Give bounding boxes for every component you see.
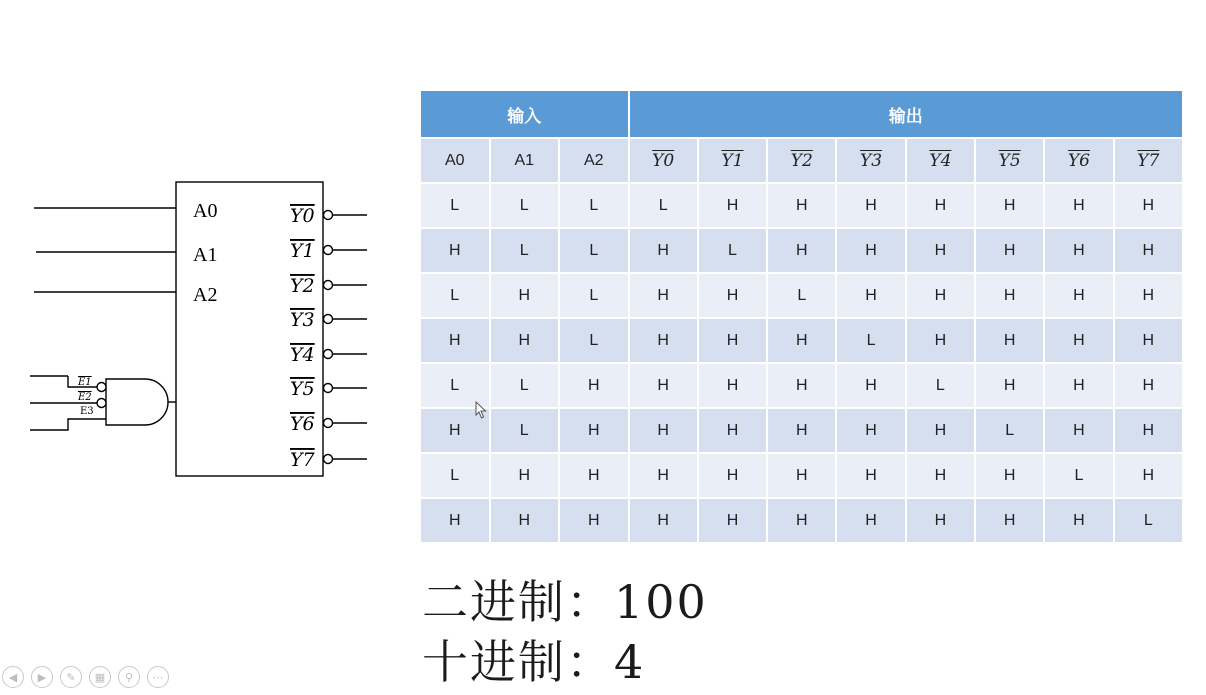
table-cell: H: [629, 498, 698, 543]
enable-label-e2: E2: [78, 392, 92, 403]
table-cell: H: [906, 453, 975, 498]
table-cell: H: [975, 228, 1044, 273]
output-inversion-bubble: [324, 384, 333, 393]
column-header-text: A2: [583, 151, 604, 169]
table-cell: H: [767, 228, 836, 273]
table-cell: H: [698, 273, 767, 318]
table-cell: H: [1114, 318, 1183, 363]
truth-table: [419, 91, 1184, 544]
output-label-y7: Y7: [290, 449, 315, 471]
table-cell: L: [490, 408, 560, 453]
column-header-y0: [629, 138, 698, 183]
table-cell: H: [767, 363, 836, 408]
table-cell: H: [490, 318, 560, 363]
and-gate: [106, 379, 168, 425]
table-cell: L: [559, 273, 629, 318]
column-header-y1: [698, 138, 767, 183]
column-header-text: Y7: [1137, 150, 1160, 171]
table-row: [420, 228, 1183, 273]
table-cell: H: [420, 318, 490, 363]
table-cell: H: [629, 318, 698, 363]
table-row: [420, 363, 1183, 408]
table-cell: L: [490, 183, 560, 228]
column-header-text: A0: [444, 151, 465, 169]
table-cell: H: [767, 318, 836, 363]
outputs-group-header: 输出: [629, 91, 1183, 138]
column-header-text: Y0: [652, 150, 675, 171]
output-inversion-bubble: [324, 246, 333, 255]
column-header-text: A1: [514, 151, 535, 169]
table-cell: H: [698, 183, 767, 228]
table-cell: H: [629, 273, 698, 318]
table-cell: H: [698, 408, 767, 453]
next-icon[interactable]: ▶: [31, 666, 53, 688]
table-cell: H: [490, 273, 560, 318]
table-cell: H: [559, 453, 629, 498]
table-cell: H: [1114, 183, 1183, 228]
table-cell: H: [1044, 363, 1113, 408]
table-cell: H: [1114, 363, 1183, 408]
output-inversion-bubble: [324, 315, 333, 324]
table-cell: H: [836, 498, 905, 543]
table-cell: H: [698, 453, 767, 498]
output-label-y3: Y3: [290, 309, 315, 331]
column-header-y5: [975, 138, 1044, 183]
table-cell: H: [767, 498, 836, 543]
output-inversion-bubble: [324, 211, 333, 220]
table-cell: H: [1044, 408, 1113, 453]
table-cell: L: [767, 273, 836, 318]
table-cell: L: [559, 228, 629, 273]
e2-inversion-bubble: [97, 399, 106, 408]
table-cell: H: [420, 408, 490, 453]
column-header-a1: [490, 138, 560, 183]
table-cell: H: [975, 498, 1044, 543]
table-cell: H: [559, 408, 629, 453]
column-header-y4: [906, 138, 975, 183]
table-cell: H: [836, 228, 905, 273]
table-cell: H: [836, 363, 905, 408]
output-label-y6: Y6: [290, 413, 315, 435]
output-inversion-bubble: [324, 455, 333, 464]
column-header-text: Y3: [860, 150, 883, 171]
input-label-a1: A1: [193, 244, 218, 266]
table-cell: L: [698, 228, 767, 273]
table-cell: H: [975, 363, 1044, 408]
table-cell: L: [629, 183, 698, 228]
table-cell: H: [1044, 498, 1113, 543]
column-header-a0: [420, 138, 490, 183]
table-cell: H: [836, 273, 905, 318]
decoder-circuit-diagram: [0, 0, 400, 500]
table-cell: L: [1114, 498, 1183, 543]
pen-icon[interactable]: ✎: [60, 666, 82, 688]
table-cell: L: [975, 408, 1044, 453]
binary-result: 二进制：100: [422, 575, 708, 629]
table-cell: H: [559, 498, 629, 543]
column-header-y6: [1044, 138, 1113, 183]
table-cell: H: [490, 498, 560, 543]
table-cell: L: [420, 453, 490, 498]
table-cell: H: [836, 183, 905, 228]
table-cell: H: [767, 183, 836, 228]
table-row: [420, 408, 1183, 453]
enable-label-e1: E1: [78, 377, 92, 388]
table-cell: L: [420, 273, 490, 318]
decimal-result: 十进制：4: [422, 635, 646, 689]
mouse-cursor-icon: [475, 401, 487, 424]
table-row: [420, 453, 1183, 498]
table-cell: H: [698, 318, 767, 363]
inputs-group-header: 输入: [420, 91, 629, 138]
table-cell: H: [906, 183, 975, 228]
table-cell: L: [420, 183, 490, 228]
table-cell: H: [1114, 408, 1183, 453]
table-cell: H: [975, 273, 1044, 318]
table-cell: L: [490, 228, 560, 273]
table-cell: H: [1114, 273, 1183, 318]
slideshow-toolbar: [2, 666, 169, 688]
table-cell: H: [420, 228, 490, 273]
table-cell: H: [629, 408, 698, 453]
output-inversion-bubble: [324, 281, 333, 290]
more-icon[interactable]: ⋯: [147, 666, 169, 688]
column-header-text: Y5: [998, 150, 1021, 171]
table-cell: H: [906, 228, 975, 273]
column-header-text: Y1: [721, 150, 744, 171]
table-cell: H: [1044, 273, 1113, 318]
output-label-y1: Y1: [290, 240, 315, 262]
table-cell: H: [836, 453, 905, 498]
column-header-text: Y6: [1067, 150, 1090, 171]
column-header-row: [420, 138, 1183, 183]
column-header-y7: [1114, 138, 1183, 183]
table-row: [420, 183, 1183, 228]
table-cell: L: [836, 318, 905, 363]
table-cell: H: [629, 453, 698, 498]
input-label-a0: A0: [193, 200, 218, 222]
column-header-text: Y4: [929, 150, 952, 171]
table-cell: H: [906, 498, 975, 543]
enable-label-e3: E3: [80, 406, 94, 417]
table-cell: H: [906, 273, 975, 318]
table-row: [420, 318, 1183, 363]
e1-inversion-bubble: [97, 383, 106, 392]
table-cell: H: [1114, 453, 1183, 498]
column-header-y3: [836, 138, 905, 183]
input-label-a2: A2: [193, 284, 218, 306]
output-label-y5: Y5: [290, 378, 315, 400]
table-cell: H: [906, 408, 975, 453]
table-cell: L: [559, 318, 629, 363]
table-cell: L: [906, 363, 975, 408]
table-cell: H: [420, 498, 490, 543]
table-row: [420, 498, 1183, 543]
output-inversion-bubble: [324, 419, 333, 428]
table-cell: H: [490, 453, 560, 498]
output-label-y0: Y0: [290, 205, 315, 227]
table-cell: H: [767, 453, 836, 498]
table-cell: L: [420, 363, 490, 408]
table-cell: H: [975, 453, 1044, 498]
column-header-y2: [767, 138, 836, 183]
output-label-y2: Y2: [290, 275, 315, 297]
prev-icon[interactable]: ◀: [2, 666, 24, 688]
table-cell: H: [1114, 228, 1183, 273]
table-cell: H: [767, 408, 836, 453]
output-inversion-bubble: [324, 350, 333, 359]
slides-icon[interactable]: ▦: [89, 666, 111, 688]
table-cell: H: [629, 363, 698, 408]
zoom-icon[interactable]: ⚲: [118, 666, 140, 688]
table-cell: H: [559, 363, 629, 408]
table-cell: H: [1044, 318, 1113, 363]
table-cell: L: [559, 183, 629, 228]
table-cell: H: [836, 408, 905, 453]
table-row: [420, 273, 1183, 318]
table-cell: H: [698, 363, 767, 408]
output-label-y4: Y4: [290, 344, 315, 366]
table-cell: H: [1044, 183, 1113, 228]
table-cell: L: [490, 363, 560, 408]
table-cell: L: [1044, 453, 1113, 498]
table-cell: H: [975, 183, 1044, 228]
table-cell: H: [629, 228, 698, 273]
table-cell: H: [1044, 228, 1113, 273]
table-cell: H: [975, 318, 1044, 363]
table-cell: H: [906, 318, 975, 363]
column-header-text: Y2: [790, 150, 813, 171]
column-header-a2: [559, 138, 629, 183]
table-cell: H: [698, 498, 767, 543]
